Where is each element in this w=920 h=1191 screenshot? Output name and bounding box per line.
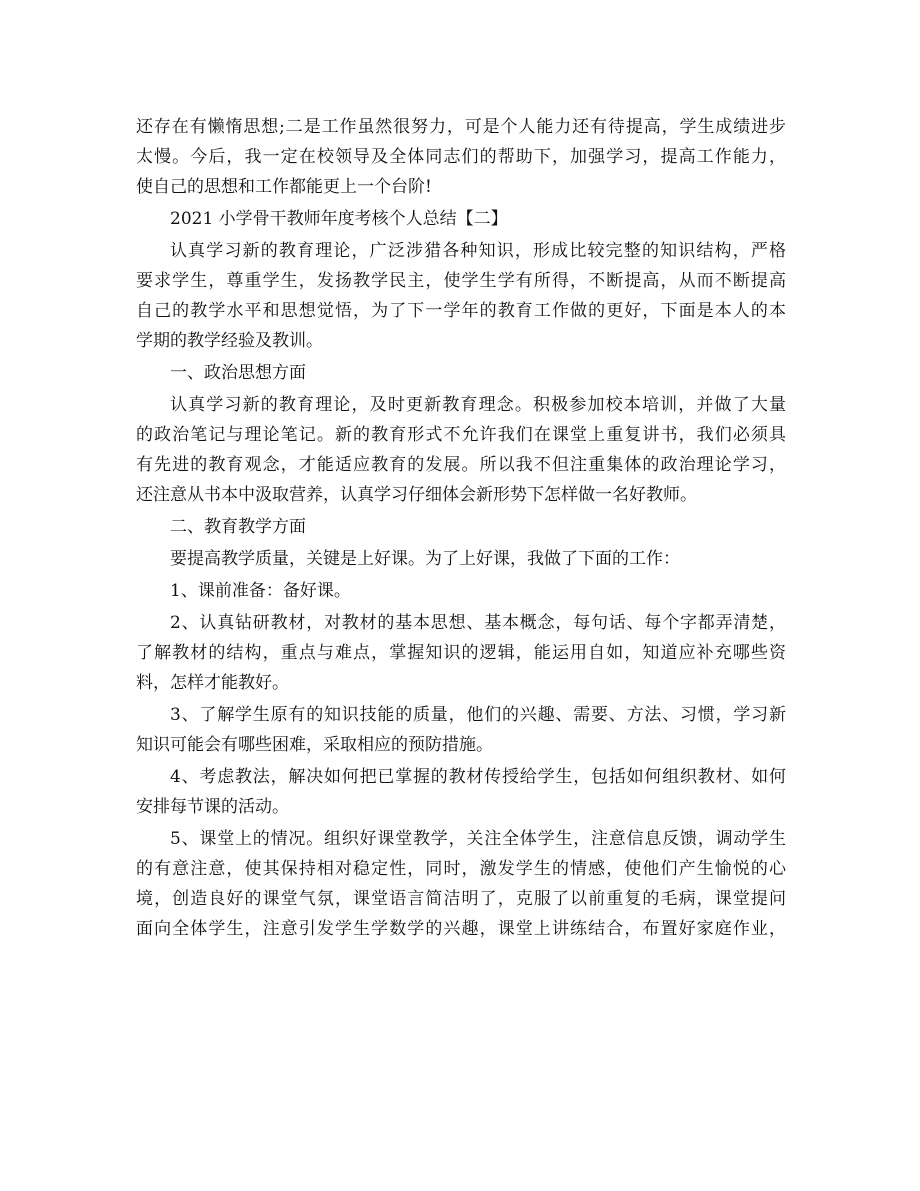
list-item-1 — [136, 576, 786, 606]
document-body — [136, 112, 786, 946]
text-line: 要提高教学质量，关键是上好课。为了上好课，我做了下面的工作： — [170, 549, 680, 569]
heading-political — [136, 358, 786, 388]
text-line: 2021 小学骨干教师年度考核个人总结【二】 — [170, 209, 508, 229]
text-line: 太慢。今后，我一定在校领导及全体同志们的帮助下，加强学习，提高工作能力， — [136, 147, 786, 167]
text-line: 二、教育教学方面 — [170, 517, 306, 537]
text-line: 3、了解学生原有的知识技能的质量，他们的兴趣、需要、方法、习惯，学习新 — [170, 705, 786, 725]
paragraph-continuation — [136, 112, 786, 202]
text-line: 认真学习新的教育理论，及时更新教育理念。积极参加校本培训，并做了大量 — [170, 395, 786, 415]
list-item-2 — [136, 608, 786, 698]
list-item-5 — [136, 824, 786, 944]
list-item-4 — [136, 762, 786, 822]
text-line: 有先进的教育观念，才能适应教育的发展。所以我不但注重集体的政治理论学习， — [136, 455, 786, 475]
text-line: 了解教材的结构，重点与难点，掌握知识的逻辑，能运用自如，知道应补充哪些资 — [136, 643, 786, 663]
paragraph-political — [136, 390, 786, 510]
text-line: 使自己的思想和工作都能更上一个台阶! — [136, 177, 432, 197]
section-title — [136, 204, 786, 234]
text-line: 5、课堂上的情况。组织好课堂教学，关注全体学生，注意信息反馈，调动学生 — [170, 829, 786, 849]
text-line: 一、政治思想方面 — [170, 363, 306, 383]
text-line: 的政治笔记与理论笔记。新的教育形式不允许我们在课堂上重复讲书，我们必须具 — [136, 425, 786, 445]
text-line: 料，怎样才能教好。 — [136, 673, 289, 693]
text-line: 2、认真钻研教材，对教材的基本思想、基本概念，每句话、每个字都弄清楚， — [170, 613, 786, 633]
text-line: 4、考虑教法，解决如何把已掌握的教材传授给学生，包括如何组织教材、如何 — [170, 767, 786, 787]
text-line: 境，创造良好的课堂气氛，课堂语言简洁明了，克服了以前重复的毛病，课堂提问 — [136, 889, 786, 909]
text-line: 学期的教学经验及教训。 — [136, 331, 323, 351]
text-line: 的有意注意，使其保持相对稳定性，同时，激发学生的情感，使他们产生愉悦的心 — [136, 859, 786, 879]
paragraph-intro — [136, 236, 786, 356]
heading-teaching — [136, 512, 786, 542]
text-line: 知识可能会有哪些困难，采取相应的预防措施。 — [136, 735, 493, 755]
text-line: 安排每节课的活动。 — [136, 797, 289, 817]
text-line: 要求学生，尊重学生，发扬教学民主，使学生学有所得，不断提高，从而不断提高 — [136, 271, 786, 291]
text-line: 还存在有懒惰思想;二是工作虽然很努力，可是个人能力还有待提高，学生成绩进步 — [136, 117, 786, 137]
paragraph-teaching-intro — [136, 544, 786, 574]
text-line: 还注意从书本中汲取营养，认真学习仔细体会新形势下怎样做一名好教师。 — [136, 485, 697, 505]
list-item-3 — [136, 700, 786, 760]
text-line: 认真学习新的教育理论，广泛涉猎各种知识，形成比较完整的知识结构，严格 — [170, 241, 786, 261]
text-line: 1、课前准备：备好课。 — [170, 581, 351, 601]
text-line: 自己的教学水平和思想觉悟，为了下一学年的教育工作做的更好，下面是本人的本 — [136, 301, 786, 321]
text-line: 面向全体学生，注意引发学生学数学的兴趣，课堂上讲练结合，布置好家庭作业， — [136, 919, 786, 939]
